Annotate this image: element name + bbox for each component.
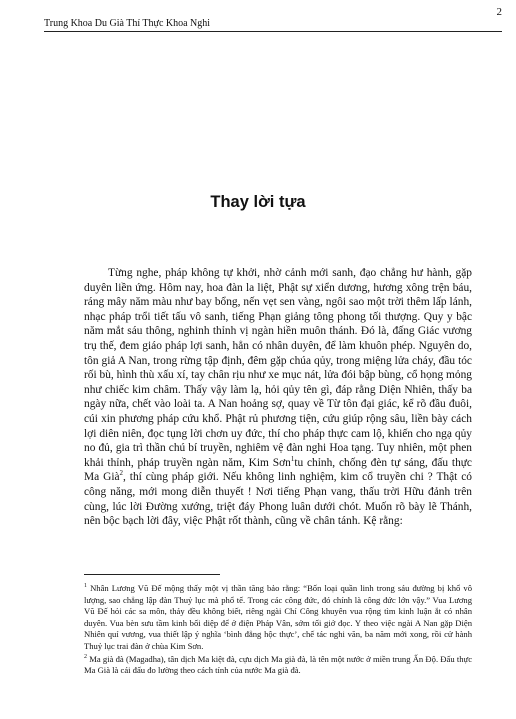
page-title: Thay lời tựa (210, 193, 306, 211)
running-header: Trung Khoa Du Già Thí Thực Khoa Nghi (44, 18, 502, 32)
page-number: 2 (496, 6, 502, 18)
footnote-ref-1[interactable]: 1 (290, 454, 295, 463)
footnote-mark-1: 1 (84, 583, 87, 590)
body-text-part-1: Từng nghe, pháp không tự khởi, nhờ cảnh mới sanh, đạo chẳng hư hành, gặp duyên liền ứng. Hôm nay, hoa đàn la liệt, Phật sự xiển dương, hương xông trện báu, ráng mây năm màu như bay bổng, nến vẹt sen vàng, ngôi sao một trời thêm lấp lánh, nhạc pháp trổi tiết tấu vô sanh, tiếng Phạn giảng tông phong tối thượng. Quy y bậc năm mắt sáu thông, nghinh thỉnh vị ngàn hiền muôn thánh. Đó là, đấng Giác vương trụ thế, đem giáo pháp lợi sanh, hẳn có nhân duyên, để làm khuôn phép. Nguyên do, tôn giả A Nan, trong rừng tập định, đêm gặp chúa qủy, trong miệng lửa cháy, đầu tóc rối bù, hình thù xấu xí, tay chân rịu như xe mục nát, lửa đói bập bùng, cổ họng mỏng như chiếc kim châm. Thấy vậy làm lạ, hỏi qủy tên gì, đáp rằng Diện Nhiên, thấy ba ngày nữa, chết vào loài ta. A Nan hoảng sợ, quay về Từ tôn đại giác, kể rõ đầu đuôi, cúi xin phương pháp cứu khổ. Phật rủ phương tiện, cứu giúp rộng sâu, liền bày cách lợi diên niên, đọc tụng lời chơn uy đức, thí cho pháp thực cam lộ, khiến cho ngạ qủy no đủ, gia trì thần chú bí truyền, nghiêm vệ đàn nghi Hoa tạng. Tuy nhiên, một phen khải thỉnh, pháp truyền ngàn năm, Kim Sơn (84, 267, 472, 469)
footnote-ref-2[interactable]: 2 (119, 469, 124, 478)
body-paragraph (84, 266, 472, 529)
footnote-mark-2: 2 (84, 653, 87, 660)
body-text-part-2: tu chỉnh, chống đèn tự sáng, đấu thực Ma Già (84, 456, 472, 484)
footnote-divider (84, 574, 220, 575)
footnote-text-2: Ma già đà (Magadha), tân dịch Ma kiệt đà, cựu dịch Ma già đà, là tên một nước ở miền trung Ấn Độ. Đấu thực Ma Già là cái đấu đo lường theo cách tính của nước Ma già đà. (84, 653, 473, 676)
footnote-text-1: Nhân Lương Vũ Đế mộng thấy một vị thần tăng bảo rằng: “Bốn loại quần linh trong sáu đường bị khổ vô lượng, sao chẳng lập đàn Thuỷ lục mà phổ tế. Trong các công đức, đó chính là công đức lớn vậy.” Vua Lương Vũ Đế hỏi các sa môn, thảy đều không biết, riêng ngài Chí Công khuyên vua rộng tìm kinh luận ắt có nhân duyên. Vua bèn sưu tầm kinh bối diệp để ở điện Pháp Vân, sớm tối giở đọc. Y theo việc ngài A Nan gặp Diện Nhiên quỉ vương, vua thiết lập ý nghĩa ‘bình đẳng hộc thực’, chế tác nghi văn, ba năm mới xong, rồi cử hành Thuỷ lục trai đàn ở chùa Kim Sơn. (84, 583, 472, 651)
footnote-2 (84, 654, 472, 677)
footnotes (84, 583, 472, 678)
footnote-1 (84, 583, 472, 653)
body-text-part-3: , thí cùng pháp giới. Nếu không linh nghiệm, kim cổ truyền chi ? Thật có công năng, mới mong diễn thuyết ! Nơi tiếng Phạn vang, thấu trời Hữu đảnh trên cùng, lúc lời Đường xướng, triệt đáy Phong luân dưới chót. Muốn rõ bày lẽ Thánh, nên bộc bạch lời đây, việc Phật rốt thành, cũng về chân tánh. Kệ rằng: (84, 471, 472, 528)
